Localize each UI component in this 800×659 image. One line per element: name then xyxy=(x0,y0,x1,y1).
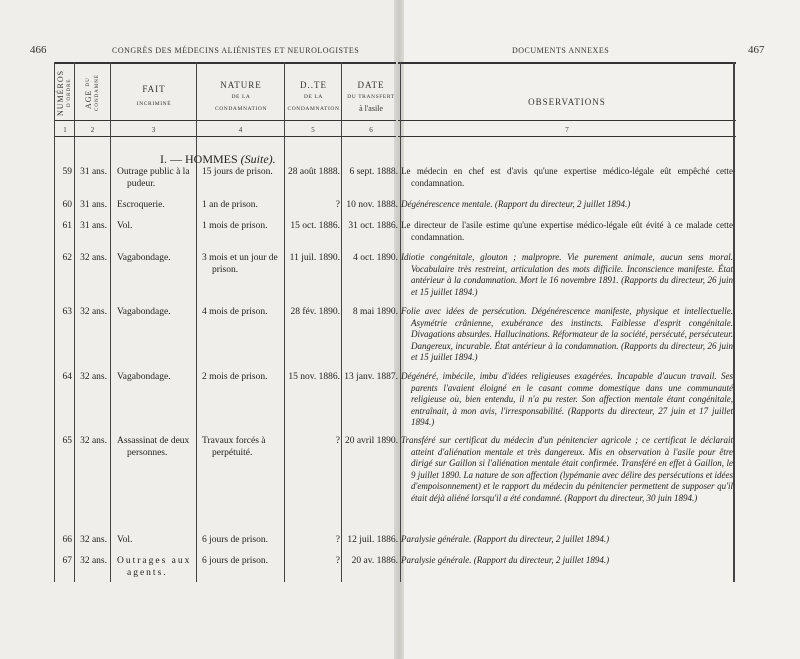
row-age: 32 ans. xyxy=(80,372,107,382)
row-date-transfert: 31 oct. 1886. xyxy=(348,221,398,231)
row-date-transfert: 12 juil. 1886. xyxy=(347,535,398,545)
row-date-condamnation: 11 juil. 1890. xyxy=(289,253,340,263)
colnum-rule-left xyxy=(54,136,396,137)
row-number: 62 xyxy=(62,253,72,263)
colnum-1: 1 xyxy=(63,126,67,134)
col-border-7 xyxy=(733,62,735,582)
row-number: 63 xyxy=(62,307,72,317)
row-date-condamnation: 15 nov. 1886. xyxy=(288,372,340,382)
right-running-head: DOCUMENTS ANNEXES xyxy=(512,46,610,55)
row-observation: Le médecin en chef est d'avis qu'une expertise médico-légale eût empêché cette condamnation. xyxy=(401,166,733,188)
row-date-transfert: 10 nov. 1888. xyxy=(346,200,398,210)
row-observation: Dégénérescence mentale. (Rapport du directeur, 2 juillet 1894.) xyxy=(401,199,631,209)
row-age: 32 ans. xyxy=(80,253,107,263)
row-date-transfert: 6 sept. 1888. xyxy=(349,167,398,177)
row-observation: Dégénéré, imbécile, imbu d'idées religieuses exagérées. Incapable d'aucun travail. Ses parents l'avaient éloigné en le casant comme domestique dans une communauté religieuse où, bien entendu, il n'a pu rester. Son affection mentale étant congénitale, entraînait, à mon avis, l'irresponsabilité. (Rapports du directeur, 27 juin et 17 juillet 1894.) xyxy=(401,371,733,427)
colnum-7: 7 xyxy=(565,126,569,134)
row-date-condamnation: 28 août 1888. xyxy=(288,167,340,177)
row-nature: 6 jours de prison. xyxy=(202,556,268,566)
row-age: 32 ans. xyxy=(80,556,107,566)
colnum-3: 3 xyxy=(151,126,156,134)
header-observations: OBSERVATIONS xyxy=(528,97,606,107)
row-age: 32 ans. xyxy=(80,436,107,446)
col-border-1 xyxy=(74,62,75,582)
row-date-condamnation: 15 oct. 1886. xyxy=(290,221,340,231)
header-rule-left xyxy=(54,120,396,121)
colnum-6: 6 xyxy=(369,126,373,134)
header-rule-right xyxy=(398,120,736,121)
row-fait: Vagabondage. xyxy=(117,307,171,317)
colnum-2: 2 xyxy=(90,126,95,134)
header-nature: NATURE DE LA CONDAMNATION xyxy=(214,80,268,113)
row-fait: Vagabondage. xyxy=(117,253,171,263)
row-nature: 4 mois de prison. xyxy=(202,307,268,317)
row-number: 67 xyxy=(62,556,72,566)
header-fait: FAIT INCRIMINÉ xyxy=(136,84,172,107)
row-date-transfert: 20 av. 1886. xyxy=(351,556,398,566)
col-border-5 xyxy=(341,62,342,582)
row-observation: Folie avec idées de persécution. Dégénérescence manifeste, physique et intellectuelle. Asymétrie crânienne, exubérance des instincts. Faiblesse d'esprit congénitale. Divagations absurdes. Hallucinations. Réformateur de la société, persécuté, persécuteur. Dangereux, incurable. État antérieur à la condamnation. (Rapports du directeur, 26 juin et 15 juillet 1894.) xyxy=(401,306,733,362)
row-nature: 6 jours de prison. xyxy=(202,535,268,545)
row-observation: Paralysie générale. (Rapport du directeur, 2 juillet 1894.) xyxy=(401,555,610,565)
row-number: 66 xyxy=(62,535,72,545)
col-border-0 xyxy=(54,62,55,582)
left-running-head: CONGRÈS DES MÉDECINS ALIÉNISTES ET NEUROLOGISTES xyxy=(112,46,360,55)
row-fait: Vol. xyxy=(117,221,133,231)
row-age: 31 ans. xyxy=(80,200,107,210)
row-date-condamnation: ? xyxy=(335,200,340,210)
row-date-condamnation: ? xyxy=(335,535,340,545)
col-border-4 xyxy=(284,62,285,582)
row-observation: Transféré sur certificat du médecin d'un pénitencier agricole ; ce certificat le déclarait atteint d'aliénation mentale et très dangereux. Mis en observation à l'asile pour être dirigé sur Gaillon si l'aliénation mentale était confirmée. Transféré en effet à Gaillon, le 9 juillet 1890. La nature de son affection (lypémanie avec délire des persécutions et idées d'empoisonnement) et le rapport du médecin du pénitencier permettent de supposer qu'il était déjà aliéné lorsqu'il a été condamné. (Rapport du directeur, 30 juin 1894.) xyxy=(401,435,734,503)
row-fait: Vol. xyxy=(117,535,133,545)
row-nature: 1 an de prison. xyxy=(202,200,258,210)
row-nature: 3 mois et un jour de prison. xyxy=(202,253,278,275)
row-nature: Travaux forcés à perpétuité. xyxy=(202,436,266,458)
row-age: 31 ans. xyxy=(80,221,107,231)
row-fait: Assassinat de deux personnes. xyxy=(117,436,190,458)
colnum-5: 5 xyxy=(311,126,315,134)
row-date-transfert: 4 oct. 1890. xyxy=(353,253,398,263)
left-page-number: 466 xyxy=(30,44,47,56)
row-number: 65 xyxy=(62,436,72,446)
row-age: 31 ans. xyxy=(80,167,107,177)
row-fait: Outrages aux agents. xyxy=(117,556,192,578)
row-fait: Outrage public à la pudeur. xyxy=(117,167,190,189)
row-number: 64 xyxy=(62,372,72,382)
col-border-2 xyxy=(110,62,111,582)
header-date-transfert: DATE DU TRANSFERT à l'asile xyxy=(347,80,395,114)
row-date-condamnation: ? xyxy=(335,436,340,446)
row-number: 59 xyxy=(62,167,72,177)
row-number: 60 xyxy=(62,200,72,210)
row-date-transfert: 13 janv. 1887. xyxy=(344,372,398,382)
row-age: 32 ans. xyxy=(80,307,107,317)
row-nature: 2 mois de prison. xyxy=(202,372,268,382)
row-observation: Le directeur de l'asile estime qu'une expertise médico-légale eût évité à ce malade cette condamnation. xyxy=(401,220,733,242)
row-date-transfert: 8 mai 1890. xyxy=(352,307,398,317)
section-title: I. — HOMMES (Suite). xyxy=(160,152,276,166)
header-date-condamnation: D..TE DE LA CONDAMNATION xyxy=(287,80,340,113)
col-border-3 xyxy=(196,62,197,582)
row-observation: Paralysie générale. (Rapport du directeur, 2 juillet 1894.) xyxy=(401,534,610,544)
row-number: 61 xyxy=(62,221,72,231)
header-age: AGE DU CONDAMNÉ xyxy=(84,74,100,112)
colnum-rule-right xyxy=(398,136,736,137)
header-numeros: NUMÉROS D'ORDRE xyxy=(56,69,72,117)
row-date-condamnation: 28 fév. 1890. xyxy=(290,307,340,317)
row-observation: Idiotie congénitale, glouton ; malpropre. Vie purement animale, aucun sens moral. Vocabulaire très restreint, articulation des mots difficile. Inconscience manifeste. État antérieur à la condamnation. Mort le 16 novembre 1891. (Rapports du directeur, 26 juin et 15 juillet 1894.) xyxy=(401,252,733,297)
table-top-rule-right xyxy=(398,62,736,64)
row-fait: Vagabondage. xyxy=(117,372,171,382)
row-nature: 1 mois de prison. xyxy=(202,221,268,231)
right-page-number: 467 xyxy=(748,44,765,56)
row-nature: 15 jours de prison. xyxy=(202,167,273,177)
row-date-condamnation: ? xyxy=(335,556,340,566)
row-date-transfert: 20 avril 1890. xyxy=(344,436,398,446)
row-fait: Escroquerie. xyxy=(117,200,165,210)
row-age: 32 ans. xyxy=(80,535,107,545)
colnum-4: 4 xyxy=(238,126,243,134)
table-top-rule-left xyxy=(54,62,396,64)
